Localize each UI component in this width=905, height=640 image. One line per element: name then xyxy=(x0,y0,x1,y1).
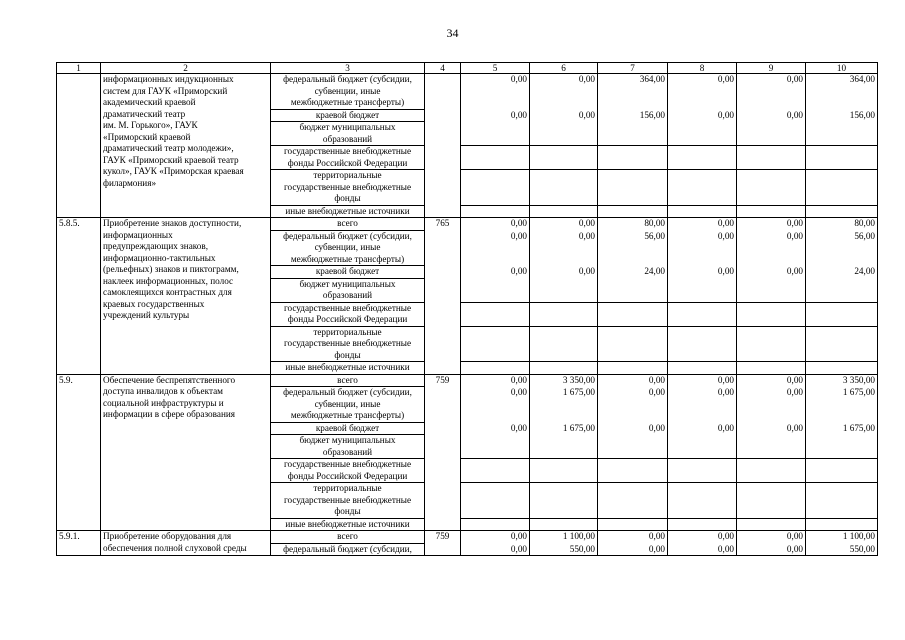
amount-cell xyxy=(806,459,878,483)
amount-cell xyxy=(461,122,530,146)
amount-cell xyxy=(668,278,737,302)
amount-cell xyxy=(668,518,737,531)
source-line: государственные внебюджетные xyxy=(283,338,412,348)
source-line: государственные внебюджетные xyxy=(283,181,412,192)
funding-source-state-funds xyxy=(271,459,425,483)
amount-cell: 56,00 xyxy=(598,230,668,266)
description-line: «Приморский краевой xyxy=(103,131,191,142)
amount-cell xyxy=(668,205,737,218)
amount-cell: 0,00 xyxy=(737,387,806,423)
amount-cell xyxy=(461,435,530,459)
budget-table xyxy=(56,62,878,556)
source-line: субвенции, иные xyxy=(314,242,381,252)
amount-cell: 0,00 xyxy=(737,531,806,544)
table-row xyxy=(57,218,878,231)
funding-source-territorial xyxy=(271,326,425,362)
amount-cell xyxy=(668,326,737,362)
amount-cell xyxy=(737,362,806,375)
funding-source-total: всего xyxy=(271,218,425,231)
amount-cell xyxy=(737,146,806,170)
column-header: 3 xyxy=(271,63,425,74)
amount-cell: 56,00 xyxy=(806,230,878,266)
item-description-cell xyxy=(101,74,271,218)
amount-cell xyxy=(598,302,668,326)
description-line: наклеек информационных, полос xyxy=(103,275,234,286)
amount-cell: 0,00 xyxy=(461,531,530,544)
amount-cell xyxy=(737,302,806,326)
table-row xyxy=(57,74,878,110)
source-line: субвенции, иные xyxy=(314,85,381,96)
funding-source-other: иные внебюджетные источники xyxy=(271,362,425,375)
source-line: фонды xyxy=(334,506,361,516)
amount-cell: 0,00 xyxy=(461,387,530,423)
amount-cell: 0,00 xyxy=(737,374,806,387)
description-line: драматический театр молодежи», xyxy=(103,143,234,153)
amount-cell: 0,00 xyxy=(668,230,737,266)
amount-cell: 0,00 xyxy=(668,543,737,556)
amount-cell: 0,00 xyxy=(668,109,737,122)
column-number-row xyxy=(57,63,878,74)
amount-cell: 0,00 xyxy=(737,74,806,110)
funding-source-municipal xyxy=(271,278,425,302)
amount-cell: 0,00 xyxy=(461,374,530,387)
funding-source-state-funds xyxy=(271,302,425,326)
amount-cell: 0,00 xyxy=(461,266,530,279)
column-header: 9 xyxy=(737,63,806,74)
funding-source-regional: краевой бюджет xyxy=(271,422,425,435)
source-line: фонды xyxy=(334,349,361,360)
description-line: академический краевой xyxy=(103,97,196,107)
amount-cell: 0,00 xyxy=(737,109,806,122)
amount-cell: 24,00 xyxy=(598,266,668,279)
amount-cell: 24,00 xyxy=(806,266,878,279)
funding-source-other: иные внебюджетные источники xyxy=(271,205,425,218)
grbs-code-cell: 765 xyxy=(425,218,461,375)
grbs-code-cell: 759 xyxy=(425,374,461,531)
amount-cell: 0,00 xyxy=(461,230,530,266)
amount-cell: 364,00 xyxy=(806,74,878,110)
amount-cell: 0,00 xyxy=(737,543,806,556)
amount-cell xyxy=(598,326,668,362)
funding-source-regional: краевой бюджет xyxy=(271,266,425,279)
amount-cell: 1 100,00 xyxy=(806,531,878,544)
source-line: образований xyxy=(322,446,373,457)
source-line: государственные внебюджетные xyxy=(283,302,412,313)
amount-cell: 0,00 xyxy=(461,543,530,556)
amount-cell: 0,00 xyxy=(530,230,598,266)
funding-source-regional: краевой бюджет xyxy=(271,109,425,122)
description-line: кукол», ГАУК «Приморская краевая xyxy=(103,166,244,176)
source-line: государственные внебюджетные xyxy=(283,459,412,469)
description-line: Приобретение знаков доступности, xyxy=(103,218,242,228)
amount-cell xyxy=(598,459,668,483)
column-header: 10 xyxy=(806,63,878,74)
amount-cell xyxy=(737,435,806,459)
amount-cell: 0,00 xyxy=(598,387,668,423)
description-line: обеспечения полной слуховой среды xyxy=(103,542,247,553)
amount-cell xyxy=(737,122,806,146)
amount-cell: 0,00 xyxy=(530,266,598,279)
funding-source-federal xyxy=(271,74,425,110)
funding-source-federal xyxy=(271,387,425,423)
amount-cell: 0,00 xyxy=(461,218,530,231)
column-header: 4 xyxy=(425,63,461,74)
amount-cell xyxy=(530,326,598,362)
amount-cell xyxy=(530,362,598,375)
amount-cell xyxy=(806,326,878,362)
amount-cell xyxy=(737,205,806,218)
amount-cell xyxy=(530,122,598,146)
amount-cell xyxy=(461,362,530,375)
amount-cell: 80,00 xyxy=(806,218,878,231)
amount-cell xyxy=(806,362,878,375)
source-line: межбюджетные трансферты) xyxy=(290,97,405,107)
description-line: учреждений культуры xyxy=(103,310,190,320)
amount-cell xyxy=(806,483,878,519)
source-line: фонды Российской Федерации xyxy=(287,314,408,324)
source-line: государственные внебюджетные xyxy=(283,494,412,505)
amount-cell xyxy=(530,146,598,170)
amount-cell: 364,00 xyxy=(598,74,668,110)
description-line: Обеспечение беспрепятственного xyxy=(103,374,236,385)
amount-cell: 0,00 xyxy=(668,422,737,435)
amount-cell: 1 675,00 xyxy=(530,387,598,423)
description-line: самоклеящихся контрастных для xyxy=(103,287,232,297)
item-description-cell xyxy=(101,374,271,531)
funding-source-municipal xyxy=(271,122,425,146)
amount-cell xyxy=(530,518,598,531)
amount-cell: 0,00 xyxy=(737,422,806,435)
amount-cell: 0,00 xyxy=(598,543,668,556)
description-line: им. М. Горького», ГАУК xyxy=(103,120,198,130)
amount-cell xyxy=(461,170,530,206)
amount-cell: 0,00 xyxy=(668,387,737,423)
amount-cell xyxy=(806,122,878,146)
source-line: территориальные xyxy=(313,170,382,180)
amount-cell xyxy=(668,483,737,519)
amount-cell: 156,00 xyxy=(806,109,878,122)
description-line: драматический театр xyxy=(103,108,186,119)
grbs-code-cell: 759 xyxy=(425,531,461,556)
amount-cell xyxy=(668,146,737,170)
description-line: Приобретение оборудования для xyxy=(103,531,232,541)
item-code-cell: 5.8.5. xyxy=(57,218,101,375)
source-line: фонды Российской Федерации xyxy=(287,470,408,481)
description-line: доступа инвалидов к объектам xyxy=(103,386,223,396)
source-line: бюджет муниципальных xyxy=(299,122,396,132)
item-code-cell: 5.9. xyxy=(57,374,101,531)
amount-cell: 0,00 xyxy=(668,74,737,110)
amount-cell xyxy=(668,170,737,206)
amount-cell xyxy=(598,362,668,375)
column-header: 8 xyxy=(668,63,737,74)
amount-cell: 0,00 xyxy=(737,230,806,266)
amount-cell xyxy=(737,170,806,206)
amount-cell xyxy=(737,518,806,531)
funding-source-territorial xyxy=(271,170,425,206)
column-header: 2 xyxy=(101,63,271,74)
source-line: бюджет муниципальных xyxy=(299,278,396,289)
source-line: территориальные xyxy=(313,483,382,493)
amount-cell: 0,00 xyxy=(461,74,530,110)
amount-cell: 0,00 xyxy=(530,218,598,231)
source-line: межбюджетные трансферты) xyxy=(290,410,405,420)
amount-cell: 0,00 xyxy=(461,109,530,122)
amount-cell: 156,00 xyxy=(598,109,668,122)
amount-cell xyxy=(806,302,878,326)
amount-cell xyxy=(461,326,530,362)
amount-cell xyxy=(598,205,668,218)
amount-cell xyxy=(461,459,530,483)
amount-cell: 550,00 xyxy=(806,543,878,556)
description-line: информации в сфере образования xyxy=(103,409,235,419)
amount-cell: 0,00 xyxy=(530,109,598,122)
amount-cell: 1 675,00 xyxy=(806,387,878,423)
amount-cell xyxy=(598,435,668,459)
item-code-cell xyxy=(57,74,101,218)
amount-cell xyxy=(530,435,598,459)
amount-cell xyxy=(806,146,878,170)
description-line: систем для ГАУК «Приморский xyxy=(103,85,228,96)
amount-cell xyxy=(737,483,806,519)
item-description-cell xyxy=(101,531,271,556)
amount-cell: 0,00 xyxy=(668,218,737,231)
table-row xyxy=(57,374,878,387)
amount-cell xyxy=(806,435,878,459)
amount-cell: 550,00 xyxy=(530,543,598,556)
amount-cell: 0,00 xyxy=(598,422,668,435)
item-code-cell: 5.9.1. xyxy=(57,531,101,556)
source-line: федеральный бюджет (субсидии, xyxy=(283,230,412,241)
source-line: фонды Российской Федерации xyxy=(287,157,408,168)
amount-cell xyxy=(668,302,737,326)
source-line: образований xyxy=(322,290,373,300)
amount-cell: 0,00 xyxy=(737,218,806,231)
source-line: федеральный бюджет (субсидии, xyxy=(283,74,412,84)
description-line: информационных xyxy=(103,229,173,240)
description-line: краевых государственных xyxy=(103,298,205,309)
item-description-cell xyxy=(101,218,271,375)
funding-source-total: всего xyxy=(271,374,425,387)
amount-cell: 3 350,00 xyxy=(806,374,878,387)
amount-cell: 1 675,00 xyxy=(530,422,598,435)
amount-cell xyxy=(461,205,530,218)
source-line: федеральный бюджет (субсидии, xyxy=(283,387,412,397)
source-line: территориальные xyxy=(313,326,382,337)
funding-source-municipal xyxy=(271,435,425,459)
amount-cell xyxy=(806,278,878,302)
amount-cell: 1 675,00 xyxy=(806,422,878,435)
column-header: 6 xyxy=(530,63,598,74)
column-header: 5 xyxy=(461,63,530,74)
funding-source-other: иные внебюджетные источники xyxy=(271,518,425,531)
funding-source-territorial xyxy=(271,483,425,519)
amount-cell xyxy=(598,483,668,519)
amount-cell: 0,00 xyxy=(668,266,737,279)
amount-cell: 0,00 xyxy=(668,374,737,387)
amount-cell xyxy=(668,459,737,483)
amount-cell xyxy=(530,483,598,519)
amount-cell xyxy=(530,278,598,302)
table-row xyxy=(57,531,878,544)
amount-cell xyxy=(737,326,806,362)
amount-cell xyxy=(461,302,530,326)
funding-source-federal xyxy=(271,230,425,266)
description-line: предупреждающих знаков, xyxy=(103,241,209,251)
source-line: государственные внебюджетные xyxy=(283,146,412,156)
column-header: 1 xyxy=(57,63,101,74)
amount-cell xyxy=(806,518,878,531)
amount-cell xyxy=(461,146,530,170)
amount-cell xyxy=(598,122,668,146)
funding-source-total: всего xyxy=(271,531,425,544)
funding-source-federal: федеральный бюджет (субсидии, xyxy=(271,543,425,556)
description-line: филармония» xyxy=(103,177,157,188)
amount-cell: 80,00 xyxy=(598,218,668,231)
amount-cell xyxy=(598,146,668,170)
amount-cell xyxy=(598,170,668,206)
page-number: 34 xyxy=(446,26,459,40)
description-line: социальной инфраструктуры и xyxy=(103,397,224,408)
amount-cell xyxy=(598,518,668,531)
description-line: (рельефных) знаков и пиктограмм, xyxy=(103,264,239,274)
amount-cell xyxy=(737,459,806,483)
description-line: ГАУК «Приморский краевой театр xyxy=(103,154,239,165)
column-header: 7 xyxy=(598,63,668,74)
amount-cell xyxy=(737,278,806,302)
amount-cell xyxy=(668,362,737,375)
amount-cell xyxy=(461,518,530,531)
source-line: фонды xyxy=(334,193,361,203)
funding-source-state-funds xyxy=(271,146,425,170)
amount-cell: 0,00 xyxy=(598,374,668,387)
amount-cell xyxy=(461,483,530,519)
amount-cell: 1 100,00 xyxy=(530,531,598,544)
amount-cell xyxy=(530,205,598,218)
amount-cell xyxy=(461,278,530,302)
amount-cell: 0,00 xyxy=(668,531,737,544)
source-line: субвенции, иные xyxy=(314,398,381,409)
amount-cell xyxy=(530,170,598,206)
amount-cell xyxy=(806,170,878,206)
amount-cell xyxy=(530,459,598,483)
amount-cell: 0,00 xyxy=(530,74,598,110)
amount-cell xyxy=(668,435,737,459)
source-line: межбюджетные трансферты) xyxy=(290,253,405,264)
amount-cell: 3 350,00 xyxy=(530,374,598,387)
source-line: бюджет муниципальных xyxy=(299,435,396,445)
amount-cell xyxy=(598,278,668,302)
description-line: информационных индукционных xyxy=(103,74,234,84)
source-line: образований xyxy=(322,133,373,144)
amount-cell xyxy=(668,122,737,146)
amount-cell xyxy=(530,302,598,326)
grbs-code-cell xyxy=(425,74,461,218)
amount-cell xyxy=(806,205,878,218)
amount-cell: 0,00 xyxy=(461,422,530,435)
amount-cell: 0,00 xyxy=(598,531,668,544)
description-line: информационно-тактильных xyxy=(103,252,216,263)
amount-cell: 0,00 xyxy=(737,266,806,279)
